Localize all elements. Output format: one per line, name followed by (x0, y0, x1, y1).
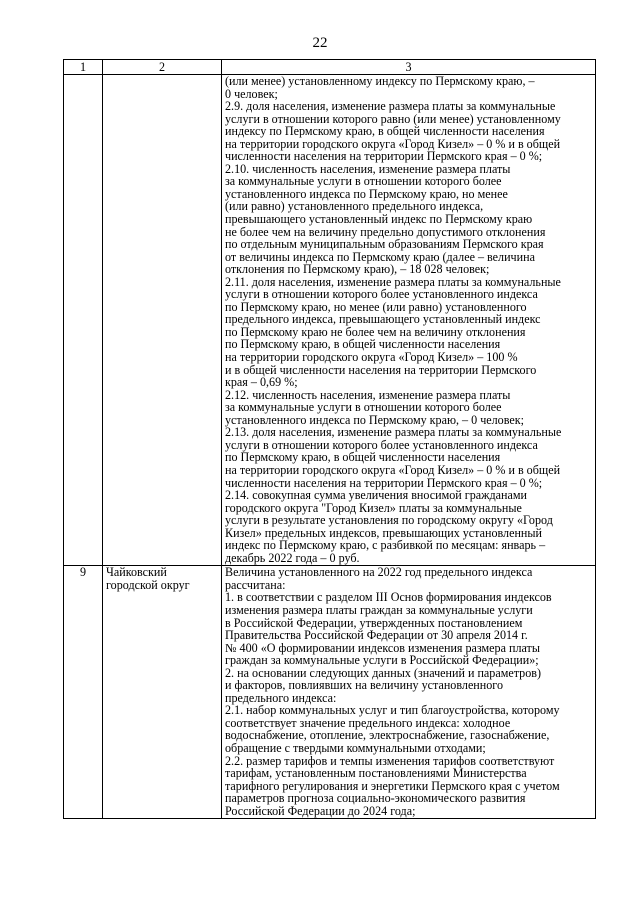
text-line: и в общей численности населения на территории Пермского (225, 362, 537, 377)
row-number-cell (64, 75, 103, 566)
text-line: установленного индекса по Пермскому краю, но менее (225, 186, 508, 201)
text-line: Российской Федерации до 2024 года; (225, 803, 416, 818)
text-line: численности населения на территории Пермского края – 0 %; (225, 475, 543, 490)
description-cell (222, 75, 596, 566)
text-line: не более чем на величину предельно допустимого отклонения (225, 224, 546, 239)
page-number: 22 (312, 35, 328, 51)
text-line: 2.12. численность населения, изменение размера платы (225, 387, 511, 402)
description-cell (222, 566, 596, 819)
column-header-1: 1 (64, 60, 103, 75)
text-line: 2. на основании следующих данных (значений и параметров) (225, 665, 541, 680)
text-line: на территории городского округа «Город Кизел» – 0 % и в общей (225, 462, 561, 477)
text-line: по Пермскому краю, но менее (или равно) установленного (225, 299, 527, 314)
text-line: 1. в соответствии с разделом III Основ формирования индексов (225, 590, 552, 605)
table-header-row (64, 60, 596, 75)
text-line: численности населения на территории Пермского края – 0 %; (225, 149, 543, 164)
row-number-cell: 9 (64, 566, 103, 819)
text-line: 2.1. набор коммунальных услуг и тип благоустройства, которому (225, 703, 560, 718)
text-line: 2.13. доля населения, изменение размера платы за коммунальные (225, 425, 562, 440)
table-row (64, 75, 596, 566)
text-line: 2.2. размер тарифов и темпы изменения тарифов соответствуют (225, 753, 555, 768)
text-line: Величина установленного на 2022 год предельного индекса (225, 565, 533, 580)
document-table (63, 59, 596, 819)
municipality-cell (103, 566, 222, 819)
column-header-3: 3 (222, 60, 596, 75)
municipality-cell (103, 75, 222, 566)
text-line: предельного индекса, превышающего установленный индекс (225, 312, 541, 327)
text-line: от величины индекса по Пермскому краю (далее – величина (225, 249, 535, 264)
text-line: параметров прогноза социально-экономического развития (225, 791, 526, 806)
text-line: обращение с твердыми коммунальными отходами; (225, 740, 486, 755)
text-line: в Российской Федерации, утвержденных постановлением (225, 615, 523, 630)
text-line: услуги в отношении которого равно (или менее) установленному (225, 111, 561, 126)
text-line: Правительства Российской Федерации от 30 апреля 2014 г. (225, 628, 528, 643)
text-line: 2.14. совокупная сумма увеличения вносимой гражданами (225, 488, 527, 503)
text-line: отклонения по Пермскому краю), – 18 028 человек; (225, 262, 490, 277)
text-line: предельного индекса: (225, 690, 337, 705)
text-line: на территории городского округа «Город Кизел» – 100 % (225, 350, 518, 365)
text-line: Чайковский (106, 565, 167, 580)
text-line: соответствует значение предельного индекса: холодное (225, 715, 511, 730)
text-line: индекс по Пермскому краю, с разбивкой по месяцам: январь – (225, 538, 546, 553)
text-line: индексу по Пермскому краю, в общей численности населения (225, 124, 545, 139)
text-line: услуги в результате установления по городскому округу «Город (225, 513, 553, 528)
text-line: 2.9. доля населения, изменение размера платы за коммунальные (225, 99, 556, 114)
text-line: 2.11. доля населения, изменение размера платы за коммунальные (225, 274, 561, 289)
text-line: (или менее) установленному индексу по Пермскому краю, – (225, 74, 535, 88)
text-line: услуги в отношении которого более установленного индекса (225, 287, 538, 302)
text-line: установленного индекса по Пермскому краю, – 0 человек; (225, 412, 524, 427)
text-line: услуги в отношении которого более установленного индекса (225, 437, 538, 452)
text-line: по Пермскому краю, в общей численности населения (225, 337, 501, 352)
text-line: за коммунальные услуги в отношении которого более (225, 174, 502, 189)
text-line: и факторов, повлиявших на величину установленного (225, 678, 504, 693)
table-row (64, 566, 596, 819)
text-line: городского округа "Город Кизел» платы за коммунальные (225, 500, 522, 515)
text-line: Кизел» предельных индексов, превышающих установленный (225, 525, 542, 540)
text-line: края – 0,69 %; (225, 375, 298, 390)
column-header-2: 2 (103, 60, 222, 75)
text-line: превышающего установленный индекс по Пермскому краю (225, 212, 533, 227)
text-line: городской округ (106, 577, 190, 592)
text-line: по Пермскому краю, в общей численности населения (225, 450, 501, 465)
text-line: декабрь 2022 года – 0 руб. (225, 550, 360, 565)
text-line: (или равно) установленного предельного индекса, (225, 199, 484, 214)
text-line: за коммунальные услуги в отношении которого более (225, 400, 502, 415)
text-line: по отдельным муниципальным образованиям Пермского края (225, 237, 544, 252)
text-line: № 400 «О формировании индексов изменения размера платы (225, 640, 540, 655)
text-line: граждан за коммунальные услуги в Российской Федерации»; (225, 653, 539, 668)
text-line: тарифного регулирования и энергетики Пермского края с учетом (225, 778, 560, 793)
text-line: изменения размера платы граждан за коммунальные услуги (225, 602, 533, 617)
text-line: 0 человек; (225, 86, 278, 101)
text-line: на территории городского округа «Город Кизел» – 0 % и в общей (225, 136, 561, 151)
text-line: водоснабжение, отопление, электроснабжение, газоснабжение, (225, 728, 550, 743)
text-line: по Пермскому краю не более чем на величину отклонения (225, 324, 526, 339)
text-line: 2.10. численность населения, изменение размера платы (225, 161, 511, 176)
text-line: рассчитана: (225, 577, 286, 592)
text-line: тарифам, установленным постановлениями Министерства (225, 766, 527, 781)
